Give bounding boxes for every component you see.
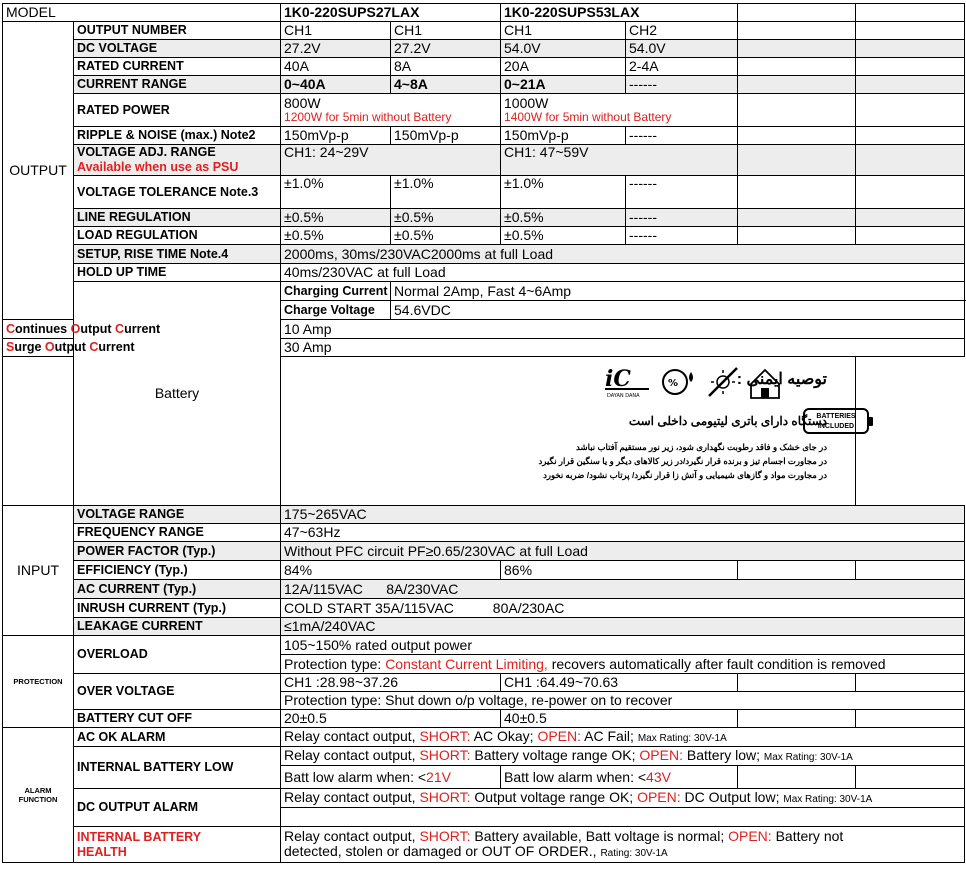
humidity-icon xyxy=(663,370,693,394)
voltage-range-label: VOLTAGE RANGE xyxy=(74,506,281,524)
label-part: ontinues xyxy=(15,321,71,336)
battery-cut-off-label: BATTERY CUT OFF xyxy=(74,710,281,728)
text: Relay contact output, xyxy=(284,827,420,844)
text: Batt low alarm when: < xyxy=(284,768,427,785)
batt-low-threshold-a xyxy=(281,766,501,789)
leakage-label: LEAKAGE CURRENT xyxy=(74,618,281,636)
dc-voltage-label: DC VOLTAGE xyxy=(74,40,281,58)
voltage-adj-b: CH1: 47~59V xyxy=(501,145,738,176)
cell: ±1.0% xyxy=(501,176,626,209)
label-initial: C xyxy=(115,321,125,336)
cell: 27.2V xyxy=(391,40,501,58)
text: Battery not xyxy=(771,827,844,844)
open-keyword: OPEN: xyxy=(537,727,582,744)
safety-title: توصیه ایمنی : xyxy=(736,371,828,388)
safety-notice-cell xyxy=(3,357,856,506)
empty-cell xyxy=(738,127,856,145)
empty-cell xyxy=(738,766,856,789)
empty-cell xyxy=(738,76,856,94)
setup-label: SETUP, RISE TIME Note.4 xyxy=(74,245,281,264)
badge-line-1: BATTERIES xyxy=(816,413,856,420)
text: Battery voltage range OK; xyxy=(470,746,640,763)
svg-text:%: % xyxy=(668,378,679,389)
output-number-label: OUTPUT NUMBER xyxy=(74,22,281,40)
overload-line1: 105~150% rated output power xyxy=(281,636,965,655)
voltage-adj-a: CH1: 24~29V xyxy=(281,145,501,176)
safety-line: در مجاورت مواد و گازهای شیمیایی و آتش زا قرار نگیرد/ پرتاب نشود/ ضربه نخورد xyxy=(543,470,828,480)
battery-cut-off-b: 40±0.5 xyxy=(501,710,738,728)
cell: ------ xyxy=(626,176,738,209)
section-input: INPUT xyxy=(3,506,74,636)
rated-power-b-note: 1400W for 5min without Battery xyxy=(504,110,672,124)
cell: ±0.5% xyxy=(281,209,391,227)
over-voltage-a: CH1 :28.98~37.26 xyxy=(281,674,501,692)
no-sun-icon xyxy=(709,368,737,396)
empty-cell xyxy=(738,710,856,728)
threshold-value: 21V xyxy=(426,768,451,785)
section-alarm xyxy=(3,728,74,863)
empty-cell xyxy=(856,40,965,58)
battery-cut-off-a: 20±0.5 xyxy=(281,710,501,728)
cell: ------ xyxy=(626,76,738,94)
cell: ±1.0% xyxy=(281,176,391,209)
cell: 27.2V xyxy=(281,40,391,58)
model-b-name: 1K0-220SUPS53LAX xyxy=(501,4,738,22)
text: Battery low; xyxy=(682,746,764,763)
cell: CH2 xyxy=(626,22,738,40)
ripple-label: RIPPLE & NOISE (max.) Note2 xyxy=(74,127,281,145)
efficiency-a: 84% xyxy=(281,561,501,580)
empty-cell xyxy=(856,227,965,245)
alarm-section-l1: ALARM xyxy=(24,786,52,795)
charging-current-label: Charging Current xyxy=(281,282,391,301)
batt-health-label-l1: INTERNAL BATTERY xyxy=(77,829,202,844)
dc-output-alarm-label: DC OUTPUT ALARM xyxy=(74,789,281,827)
cell: CH1 xyxy=(281,22,391,40)
frequency-value: 47~63Hz xyxy=(281,524,965,542)
internal-batt-low-value xyxy=(281,747,965,766)
battery-terminal-icon xyxy=(868,417,873,426)
cell: 40A xyxy=(281,58,391,76)
text: Battery available, Batt voltage is normal; xyxy=(470,827,729,844)
charging-current-value: Normal 2Amp, Fast 4~6Amp xyxy=(391,282,965,301)
rated-power-label: RATED POWER xyxy=(74,94,281,127)
rated-power-b-value: 1000W xyxy=(504,95,549,111)
text: detected, stolen or damaged or OUT OF ORDER., xyxy=(284,842,601,859)
hold-up-value: 40ms/230VAC at full Load xyxy=(281,264,965,282)
cell: 8A xyxy=(391,58,501,76)
label-initial: C xyxy=(89,340,99,354)
empty-cell xyxy=(738,145,856,176)
cell: ------ xyxy=(626,227,738,245)
section-output: OUTPUT xyxy=(3,22,74,320)
line-reg-label: LINE REGULATION xyxy=(74,209,281,227)
charge-voltage-label: Charge Voltage xyxy=(281,301,391,320)
frequency-label: FREQUENCY RANGE xyxy=(74,524,281,542)
voltage-adj-title: VOLTAGE ADJ. RANGE xyxy=(77,145,216,159)
over-voltage-label: OVER VOLTAGE xyxy=(74,674,281,710)
text: AC Fail; xyxy=(581,727,638,744)
safety-lines xyxy=(538,440,827,482)
empty-cell xyxy=(856,766,965,789)
ac-current-label: AC CURRENT (Typ.) xyxy=(74,580,281,599)
badge-line-2: INCLUDED xyxy=(817,423,855,430)
label-part: utput xyxy=(54,340,90,354)
overload-protection-type xyxy=(281,655,965,674)
label-part: urge xyxy=(14,340,45,354)
safety-line: در مجاورت اجسام تیز و برنده قرار نگیرد/در زیر کالاهای دیگر و یا سنگین قرار نگیرد xyxy=(538,456,828,466)
empty-cell xyxy=(856,561,965,580)
inrush-label: INRUSH CURRENT (Typ.) xyxy=(74,599,281,618)
empty-cell xyxy=(738,209,856,227)
empty-cell xyxy=(738,561,856,580)
cell: ±1.0% xyxy=(391,176,501,209)
cell: ------ xyxy=(626,209,738,227)
rating: Max Rating: 30V-1A xyxy=(763,751,853,763)
cell: ±0.5% xyxy=(501,209,626,227)
cell: CH1 xyxy=(391,22,501,40)
cell: CH1 xyxy=(501,22,626,40)
label-initial: S xyxy=(6,340,15,354)
voltage-range-value: 175~265VAC xyxy=(281,506,965,524)
model-empty-1 xyxy=(738,4,856,22)
dayan-dana-logo xyxy=(605,366,649,399)
ac-current-value: 12A/115VAC 8A/230VAC xyxy=(281,580,965,599)
empty-cell xyxy=(738,674,856,692)
load-reg-label: LOAD REGULATION xyxy=(74,227,281,245)
efficiency-b: 86% xyxy=(501,561,738,580)
dc-output-alarm-value xyxy=(281,789,965,808)
label-initial: O xyxy=(44,340,55,354)
batt-health-label xyxy=(74,827,281,863)
empty-cell xyxy=(738,40,856,58)
safety-subtitle: دستگاه دارای باتری لیتیومی داخلی است xyxy=(628,414,828,428)
cell: 20A xyxy=(501,58,626,76)
power-factor-label: POWER FACTOR (Typ.) xyxy=(74,542,281,561)
ac-ok-value xyxy=(281,728,965,747)
cell: 150mVp-p xyxy=(391,127,501,145)
batt-health-value xyxy=(281,827,965,863)
label-part: urrent xyxy=(98,340,135,354)
label-initial: C xyxy=(6,321,16,336)
empty-cell xyxy=(856,22,965,40)
cell: 4~8A xyxy=(391,76,501,94)
voltage-adj-label xyxy=(74,145,281,176)
cell: ±0.5% xyxy=(501,227,626,245)
rated-current-label: RATED CURRENT xyxy=(74,58,281,76)
dc-output-alarm-empty xyxy=(281,808,965,827)
over-voltage-b: CH1 :64.49~70.63 xyxy=(501,674,738,692)
short-keyword: SHORT: xyxy=(419,788,471,805)
cell: 54.0V xyxy=(626,40,738,58)
pt-highlight: Constant Current Limiting, xyxy=(385,655,548,672)
cell: 150mVp-p xyxy=(281,127,391,145)
rating: Rating: 30V-1A xyxy=(600,847,668,859)
empty-cell xyxy=(738,58,856,76)
pt-label: Protection type: xyxy=(284,655,386,672)
ac-ok-label: AC OK ALARM xyxy=(74,728,281,747)
model-empty-2 xyxy=(856,4,965,22)
pt-rest: recovers automatically after fault condition is removed xyxy=(547,655,886,672)
inrush-value: COLD START 35A/115VAC 80A/230AC xyxy=(281,599,965,618)
text: Relay contact output, xyxy=(284,727,420,744)
label-initial: O xyxy=(70,321,81,336)
surge-output-label xyxy=(3,339,135,357)
cell: 0~40A xyxy=(281,76,391,94)
text: DC Output low; xyxy=(680,788,784,805)
rated-power-a-value: 800W xyxy=(284,95,321,111)
safety-notice xyxy=(3,364,855,498)
empty-cell xyxy=(856,94,965,127)
text: Output voltage range OK; xyxy=(470,788,638,805)
cell: 150mVp-p xyxy=(501,127,626,145)
surge-output-value: 30 Amp xyxy=(281,339,965,357)
current-range-label: CURRENT RANGE xyxy=(74,76,281,94)
power-factor-value: Without PFC circuit PF≥0.65/230VAC at full Load xyxy=(281,542,965,561)
empty-cell xyxy=(856,58,965,76)
internal-batt-low-label: INTERNAL BATTERY LOW xyxy=(74,747,281,789)
short-keyword: SHORT: xyxy=(419,727,471,744)
short-keyword: SHORT: xyxy=(419,827,471,844)
empty-cell xyxy=(738,227,856,245)
rating: Max Rating: 30V-1A xyxy=(637,732,727,744)
hold-up-label: HOLD UP TIME xyxy=(74,264,281,282)
empty-cell xyxy=(856,209,965,227)
empty-cell xyxy=(856,145,965,176)
empty-cell xyxy=(856,710,965,728)
setup-value: 2000ms, 30ms/230VAC2000ms at full Load xyxy=(281,245,965,264)
section-battery: Battery xyxy=(74,282,281,506)
batt-low-threshold-b xyxy=(501,766,738,789)
cell: ±0.5% xyxy=(391,227,501,245)
open-keyword: OPEN: xyxy=(728,827,772,844)
continues-output-label xyxy=(3,320,161,339)
threshold-value: 43V xyxy=(646,768,671,785)
text: AC Okay; xyxy=(470,727,538,744)
empty-cell xyxy=(738,22,856,40)
continues-output-value: 10 Amp xyxy=(281,320,965,339)
text: Relay contact output, xyxy=(284,788,420,805)
short-keyword: SHORT: xyxy=(419,746,471,763)
overload-label: OVERLOAD xyxy=(74,636,281,674)
rated-power-a-note: 1200W for 5min without Battery xyxy=(284,110,452,124)
section-protection: PROTECTION xyxy=(3,636,74,728)
label-part: utput xyxy=(80,321,116,336)
empty-cell xyxy=(856,176,965,209)
alarm-section-l2: FUNCTION xyxy=(18,795,58,804)
model-label: MODEL xyxy=(3,4,281,22)
leakage-value: ≤1mA/240VAC xyxy=(281,618,965,636)
empty-cell xyxy=(856,127,965,145)
cell: 0~21A xyxy=(501,76,626,94)
cell: 2-4A xyxy=(626,58,738,76)
svg-text:iC: iC xyxy=(605,366,631,392)
cell: 54.0V xyxy=(501,40,626,58)
model-a-name: 1K0-220SUPS27LAX xyxy=(281,4,501,22)
over-voltage-line2: Protection type: Shut down o/p voltage, re-power on to recover xyxy=(281,692,965,710)
text: Batt low alarm when: < xyxy=(504,768,647,785)
empty-cell xyxy=(738,94,856,127)
batt-health-label-l2: HEALTH xyxy=(77,844,127,859)
rating: Max Rating: 30V-1A xyxy=(783,793,873,805)
empty-cell xyxy=(738,176,856,209)
empty-cell xyxy=(856,76,965,94)
cell: ±0.5% xyxy=(391,209,501,227)
text: Relay contact output, xyxy=(284,746,420,763)
voltage-adj-note: Available when use as PSU xyxy=(77,160,239,174)
spec-table xyxy=(2,3,965,863)
open-keyword: OPEN: xyxy=(637,788,681,805)
voltage-tol-label: VOLTAGE TOLERANCE Note.3 xyxy=(74,176,281,209)
brand-text: DAYAN DANA xyxy=(607,393,640,399)
cell: ±0.5% xyxy=(281,227,391,245)
rated-power-a xyxy=(281,94,501,127)
charge-voltage-value: 54.6VDC xyxy=(391,301,965,320)
safety-line: در جای خشک و فاقد رطوبت نگهداری شود، زیر نور مستقیم آفتاب نباشد xyxy=(576,442,828,452)
label-part: urrent xyxy=(124,321,161,336)
cell: ------ xyxy=(626,127,738,145)
efficiency-label: EFFICIENCY (Typ.) xyxy=(74,561,281,580)
rated-power-b xyxy=(501,94,738,127)
empty-cell xyxy=(856,674,965,692)
open-keyword: OPEN: xyxy=(639,746,683,763)
